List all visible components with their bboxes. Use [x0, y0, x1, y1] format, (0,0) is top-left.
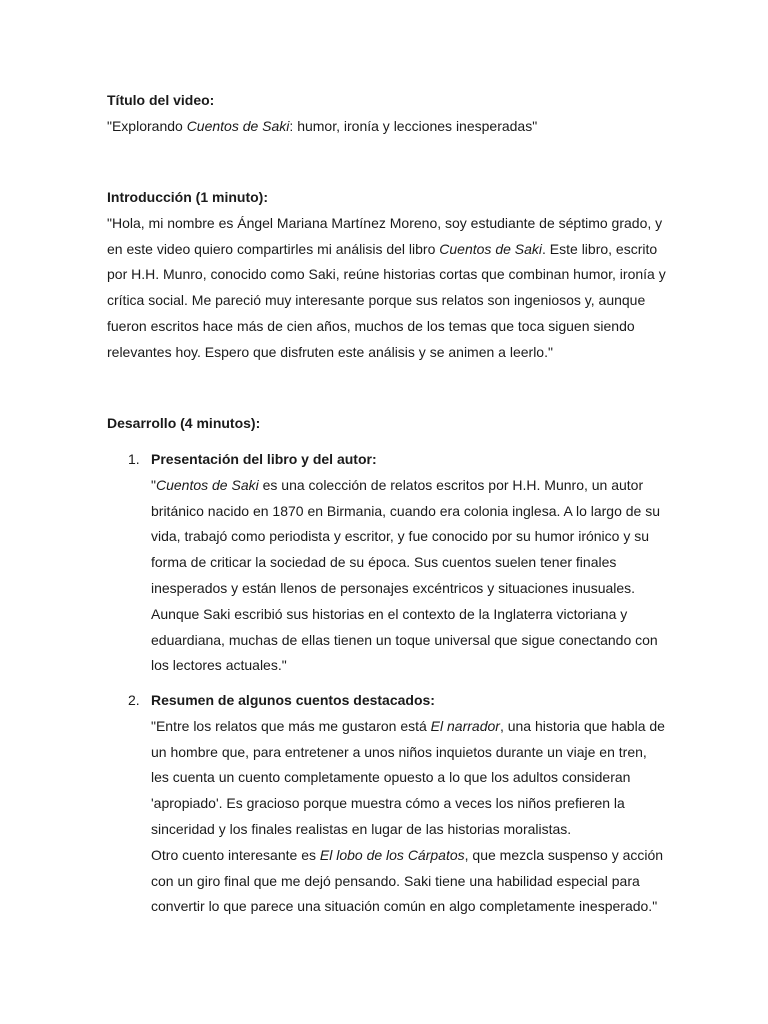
item-p1-pre: "Entre los relatos que más me gustaron está — [151, 717, 431, 734]
development-heading: Desarrollo (4 minutos): — [107, 415, 261, 431]
list-item — [107, 447, 667, 679]
item-paragraph-2 — [151, 843, 667, 920]
development-list-item-2 — [107, 688, 667, 920]
item-p2-pre: Otro cuento interesante es — [151, 846, 320, 863]
intro-post: . Este libro, escrito por H.H. Munro, conocido como Saki, reúne historias cortas que combinan humor, ironía y crítica social. Me pareció muy interesante porque sus relatos son ingeniosos y, aunque fueron escritos hace más de cien años, muchos de los temas que toca siguen siendo relevantes hoy. Espero que disfruten este análisis y se animen a leerlo." — [107, 240, 666, 360]
development-list-item-1 — [107, 447, 667, 679]
item-book: Cuentos de Saki — [155, 476, 259, 493]
development-section — [107, 411, 667, 437]
video-title-section — [107, 88, 667, 140]
intro-pre: "Hola, mi nombre es Ángel Mariana Martínez Moreno, soy estudiante de séptimo grado, y en este video quiero compartirles mi análisis del libro — [107, 214, 663, 257]
video-title-heading: Título del video: — [107, 92, 215, 108]
item-paragraph-1 — [151, 714, 667, 843]
item-post: es una colección de relatos escritos por H.H. Munro, un autor británico nacido en 1870 en Birmania, cuando era colonia inglesa. A lo largo de su vida, trabajó como periodista y escritor, y fue conocido por su humor irónico y su forma de criticar la sociedad de su época. Sus cuentos suelen tener finales inesperados y están llenos de personajes excéntricos y situaciones inusuales. Aunque Saki escribió sus historias en el contexto de la Inglaterra victoriana y eduardiana, muchas de ellas tienen un toque universal que sigue conectando con los lectores actuales." — [151, 476, 661, 674]
intro-heading: Introducción (1 minuto): — [107, 189, 268, 205]
item-p2-story: El lobo de los Cárpatos — [319, 846, 465, 863]
intro-book: Cuentos de Saki — [439, 240, 543, 257]
intro-section — [107, 185, 667, 366]
video-title-pre: "Explorando — [107, 117, 187, 134]
item-title: Presentación del libro y del autor: — [151, 451, 377, 467]
list-number: 2. — [128, 692, 140, 708]
video-title-post: : humor, ironía y lecciones inesperadas" — [289, 117, 538, 134]
item-paragraph — [151, 473, 667, 679]
list-number: 1. — [128, 451, 140, 467]
item-title: Resumen de algunos cuentos destacados: — [151, 692, 435, 708]
video-title-text — [107, 114, 667, 140]
item-pre: " — [151, 476, 156, 493]
intro-paragraph — [107, 211, 667, 366]
item-p1-post: , una historia que habla de un hombre que, para entretener a unos niños inquietos durante un viaje en tren, les cuenta un cuento completamente opuesto a lo que los adultos consideran 'apropiado'. Es gracioso porque muestra cómo a veces los niños prefieren la sinceridad y los finales realistas en lugar de las historias moralistas. — [151, 717, 665, 837]
list-item — [107, 688, 667, 920]
item-p2-post: , que mezcla suspenso y acción con un giro final que me dejó pensando. Saki tiene una habilidad especial para convertir lo que parece una situación común en algo completamente inesperado." — [151, 846, 664, 915]
video-title-book: Cuentos de Saki — [186, 117, 290, 134]
item-p1-story: El narrador — [430, 717, 500, 734]
